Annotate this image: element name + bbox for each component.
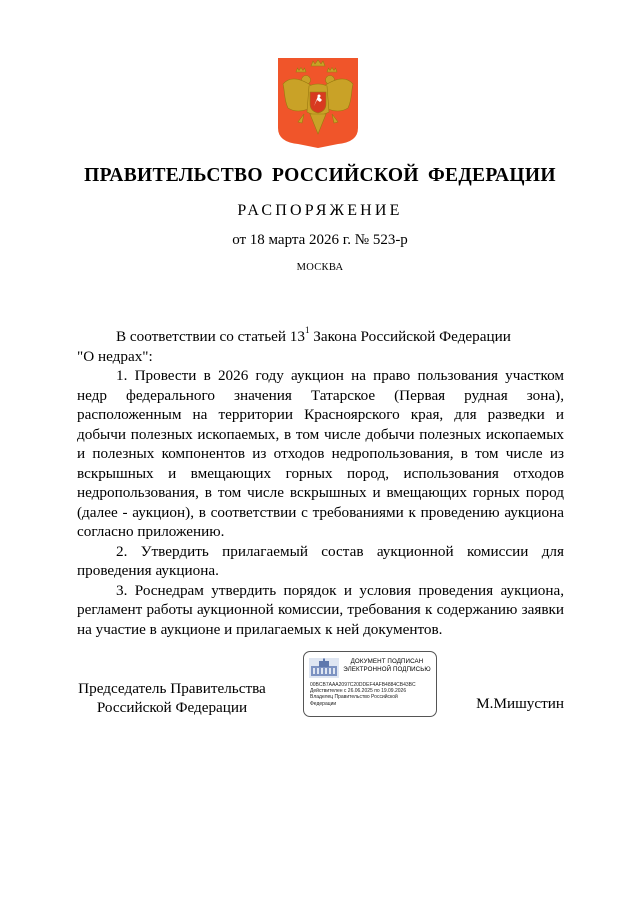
article-superscript: 1: [305, 325, 310, 335]
stamp-validity: Действителен с 26.06.2025 по 19.09.2026: [310, 688, 407, 695]
intro-continuation: "О недрах":: [77, 347, 153, 365]
position-line-2: Российской Федерации: [96, 699, 248, 716]
signatory-name: М.Мишустин: [476, 695, 564, 712]
stamp-details: [310, 682, 434, 707]
stamp-owner-line-1: Владелец Правительство Российской: [310, 694, 398, 701]
stamp-owner-line-2: Федерации: [310, 700, 337, 707]
item-2: 2. Утвердить прилагаемый состав аукционной комиссии для проведения аукциона.: [77, 542, 564, 579]
item-1: 1. Провести в 2026 году аукцион на право пользования участком недр федерального значения Татарское (Первая рудная зона), расположенным на территории Красноярского края, для разведки и добычи полезных ископаемых, в том числе добычи полезных ископаемых и полезных компонентов из отходов недропользования, в том числе из вскрышных и вмещающих горных пород, использования отходов недропользования, в том числе вскрышных и вмещающих горных пород (далее - аукцион), в соответствии с требованиями к проведению аукциона согласно приложению.: [77, 367, 564, 540]
stamp-header: [340, 658, 434, 673]
order-title: РАСПОРЯЖЕНИЕ: [237, 202, 403, 219]
city: МОСКВА: [296, 262, 344, 273]
order-body: [77, 327, 564, 639]
intro-suffix: Закона Российской Федерации: [309, 328, 511, 345]
order-date: от 18 марта 2026 г. № 523-р: [232, 232, 408, 248]
stamp-header-line-1: ДОКУМЕНТ ПОДПИСАН: [350, 658, 424, 665]
coat-of-arms-icon: [276, 56, 360, 149]
position-line-1: Председатель Правительства: [78, 680, 266, 697]
government-building-icon: [309, 658, 339, 678]
stamp-header-line-2: ЭЛЕКТРОННОЙ ПОДПИСЬЮ: [343, 665, 431, 673]
intro-prefix: В соответствии со статьей 13: [116, 328, 305, 345]
electronic-signature-stamp: [303, 651, 437, 717]
stamp-certificate: 00BCB7AAA2097C20DDEF4AFB4884CB43BC: [310, 682, 416, 688]
signatory-position: [77, 679, 267, 717]
intro-paragraph: [77, 327, 564, 347]
item-3: 3. Роснедрам утвердить порядок и условия проведения аукциона, регламент работы аукционной комиссии, требования к содержанию заявки на участие в аукционе и прилагаемых к ней документов.: [77, 581, 564, 638]
government-title: ПРАВИТЕЛЬСТВО РОССИЙСКОЙ ФЕДЕРАЦИИ: [84, 165, 556, 186]
